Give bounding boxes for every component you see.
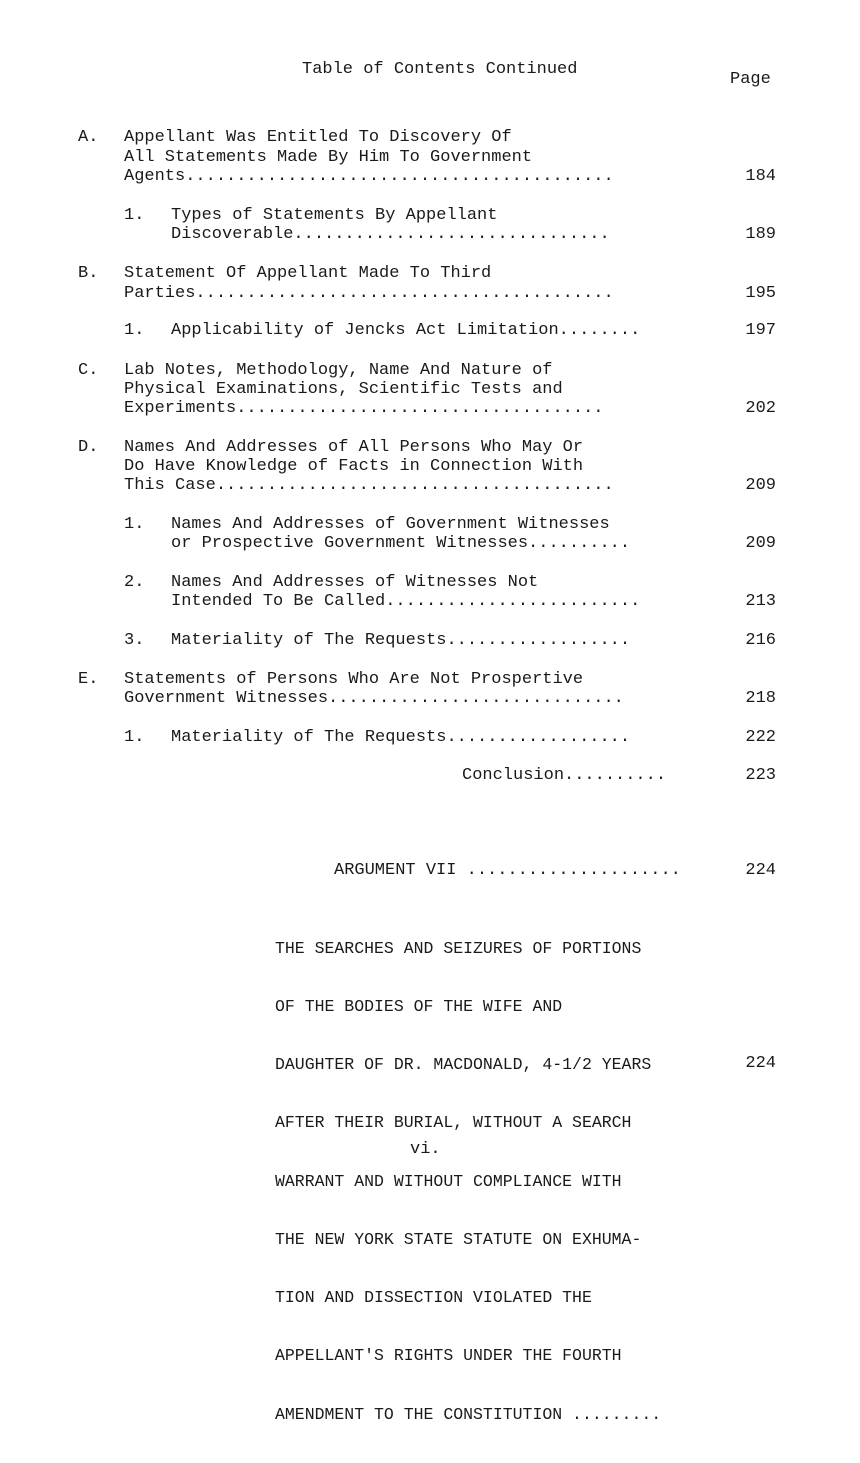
toc-continued-title: Table of Contents Continued: [302, 60, 578, 79]
argument-body: [275, 900, 661, 1463]
entry-line: Lab Notes, Methodology, Name And Nature of: [124, 361, 553, 380]
entry-page-number: 197: [745, 321, 776, 340]
entry-line: or Prospective Government Witnesses..........: [171, 534, 631, 553]
entry-page-number: 218: [745, 689, 776, 708]
entry-line: Physical Examinations, Scientific Tests and: [124, 380, 563, 399]
entry-number: 1.: [124, 515, 145, 534]
entry-line: Statement Of Appellant Made To Third: [124, 264, 492, 283]
conclusion-label: Conclusion..........: [462, 766, 667, 785]
entry-number: 3.: [124, 631, 145, 650]
entry-line: Government Witnesses.............................: [124, 689, 624, 708]
entry-line: Materiality of The Requests..................: [171, 631, 631, 650]
entry-page-number: 209: [745, 534, 776, 553]
entry-line: Statements of Persons Who Are Not Prospertive: [124, 670, 584, 689]
entry-line: Do Have Knowledge of Facts in Connection With: [124, 457, 584, 476]
entry-line: Names And Addresses of All Persons Who May Or: [124, 438, 584, 457]
entry-letter: A.: [78, 128, 99, 147]
argument-line: OF THE BODIES OF THE WIFE AND: [275, 997, 563, 1017]
entry-line: All Statements Made By Him To Government: [124, 148, 533, 167]
entry-line: Discoverable...............................: [171, 225, 610, 244]
entry-letter: C.: [78, 361, 99, 380]
argument-line: AMENDMENT TO THE CONSTITUTION .........: [275, 1404, 662, 1424]
entry-number: 1.: [124, 321, 145, 340]
entry-letter: D.: [78, 438, 99, 457]
entry-line: Applicability of Jencks Act Limitation........: [171, 321, 641, 340]
argument-heading-page: 224: [745, 861, 776, 880]
entry-letter: B.: [78, 264, 99, 283]
entry-line: Names And Addresses of Government Witnesses: [171, 515, 610, 534]
argument-line: AFTER THEIR BURIAL, WITHOUT A SEARCH: [275, 1113, 632, 1133]
argument-heading: ARGUMENT VII .....................: [334, 861, 681, 880]
entry-page-number: 222: [745, 728, 776, 747]
argument-line: WARRANT AND WITHOUT COMPLIANCE WITH: [275, 1171, 622, 1191]
entry-line: Types of Statements By Appellant: [171, 206, 498, 225]
entry-number: 1.: [124, 728, 145, 747]
page-column-header: Page: [730, 70, 771, 89]
entry-number: 1.: [124, 206, 145, 225]
argument-line: APPELLANT'S RIGHTS UNDER THE FOURTH: [275, 1346, 622, 1366]
entry-page-number: 195: [745, 284, 776, 303]
entry-line: Materiality of The Requests..................: [171, 728, 631, 747]
argument-line: DAUGHTER OF DR. MACDONALD, 4-1/2 YEARS: [275, 1055, 652, 1075]
entry-page-number: 213: [745, 592, 776, 611]
entry-page-number: 216: [745, 631, 776, 650]
argument-line: THE SEARCHES AND SEIZURES OF PORTIONS: [275, 938, 642, 958]
entry-number: 2.: [124, 573, 145, 592]
entry-line: Appellant Was Entitled To Discovery Of: [124, 128, 512, 147]
entry-line: Names And Addresses of Witnesses Not: [171, 573, 539, 592]
entry-page-number: 202: [745, 399, 776, 418]
page-number-footer: vi.: [410, 1140, 441, 1159]
entry-page-number: 223: [745, 766, 776, 785]
entry-line: Experiments....................................: [124, 399, 604, 418]
entry-line: Intended To Be Called.........................: [171, 592, 641, 611]
entry-line: Parties.........................................: [124, 284, 614, 303]
entry-letter: E.: [78, 670, 99, 689]
argument-line: THE NEW YORK STATE STATUTE ON EXHUMA-: [275, 1229, 642, 1249]
argument-body-page: 224: [745, 1054, 776, 1073]
entry-page-number: 209: [745, 476, 776, 495]
argument-line: TION AND DISSECTION VIOLATED THE: [275, 1288, 592, 1308]
entry-line: This Case.......................................: [124, 476, 614, 495]
entry-page-number: 184: [745, 167, 776, 186]
entry-line: Agents..........................................: [124, 167, 614, 186]
entry-page-number: 189: [745, 225, 776, 244]
